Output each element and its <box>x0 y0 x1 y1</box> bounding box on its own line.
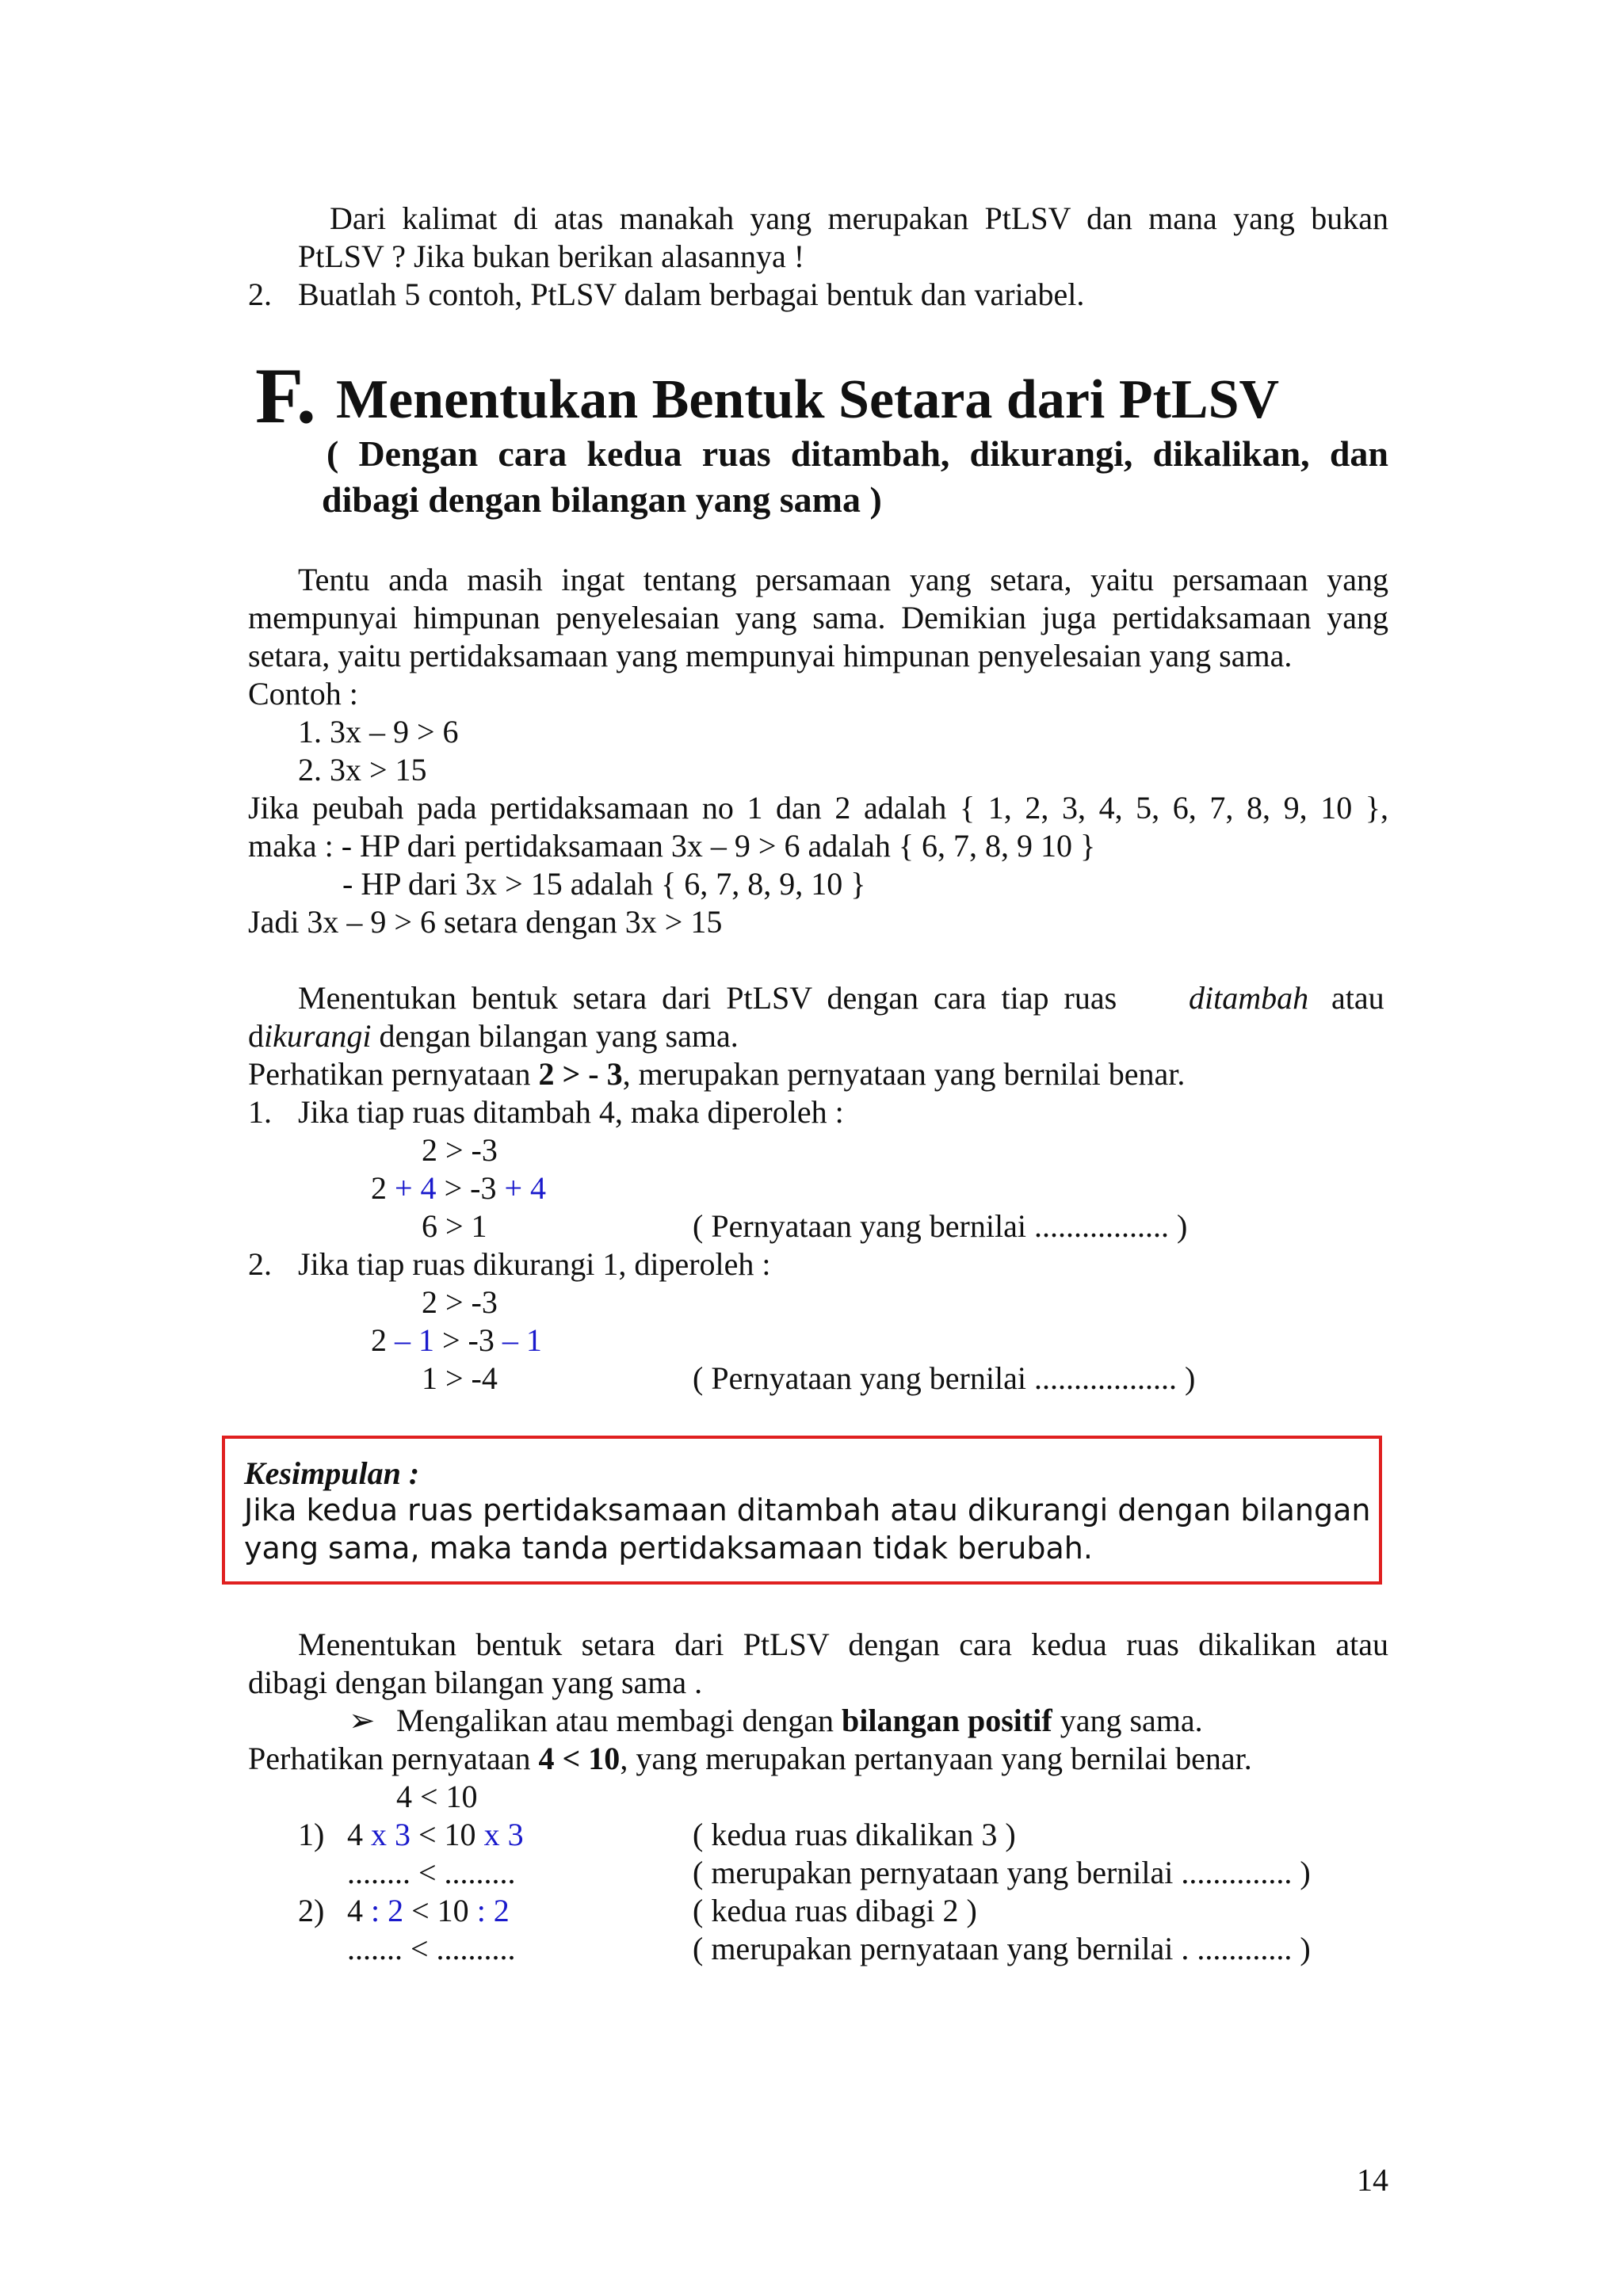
section-letter: F. <box>255 352 316 440</box>
row-1-note: ( kedua ruas dikalikan 3 ) <box>693 1817 1016 1852</box>
s1-b3: > -3 <box>436 1170 505 1206</box>
para2-line-2 <box>248 1019 739 1054</box>
row-2-blank: ....... < .......... <box>347 1931 516 1966</box>
r1-d: x 3 <box>483 1817 524 1852</box>
section-title: Menentukan Bentuk Setara dari PtLSV <box>336 369 1280 430</box>
para1-line-5: maka : - HP dari pertidaksamaan 3x – 9 > 6 adalah { 6, 7, 8, 9 10 } <box>248 828 1096 864</box>
para2-statement: 2 > - 3 <box>538 1056 623 1092</box>
para2-ditambah: ditambah <box>1189 980 1309 1016</box>
bullet-c: yang sama. <box>1052 1703 1203 1738</box>
para1-line-6: - HP dari 3x > 15 adalah { 6, 7, 8, 9, 10 } <box>342 866 866 902</box>
para2-d: d <box>248 1018 264 1054</box>
row-1-number: 1) <box>298 1817 325 1852</box>
step-2-note: ( Pernyataan yang bernilai .................. ) <box>693 1360 1196 1396</box>
r2-d: : 2 <box>476 1893 510 1928</box>
bullet-icon: ➢ <box>349 1703 376 1738</box>
kesimpulan-line-1: Jika kedua ruas pertidaksamaan ditambah atau dikurangi dengan bilangan <box>244 1493 1371 1527</box>
row-2-expression <box>347 1894 510 1928</box>
r2-a: 4 <box>347 1893 371 1928</box>
row-1-blank: ........ < ......... <box>347 1855 516 1890</box>
s2-b3: > -3 <box>434 1322 502 1358</box>
s1-b4: + 4 <box>504 1170 547 1206</box>
para2-line-3-a: Perhatikan pernyataan <box>248 1056 539 1092</box>
row-1-expression <box>347 1817 524 1852</box>
step-2-line-c: 1 > -4 <box>422 1360 498 1396</box>
para3-line-3 <box>248 1741 1252 1776</box>
kesimpulan-line-2: yang sama, maka tanda pertidaksamaan tidak berubah. <box>244 1531 1093 1566</box>
step-1-note: ( Pernyataan yang bernilai ................. ) <box>693 1208 1188 1244</box>
para2-line-3 <box>248 1057 1185 1092</box>
s1-b2: + 4 <box>395 1170 437 1206</box>
s2-b4: – 1 <box>502 1322 542 1358</box>
step-1-number: 1. <box>248 1094 272 1130</box>
s2-b1: 2 <box>371 1322 395 1358</box>
section-subtitle-1: ( Dengan cara kedua ruas ditambah, dikurangi, dikalikan, dan <box>327 433 1388 474</box>
s2-b2: – 1 <box>395 1322 434 1358</box>
step-1-line-c: 6 > 1 <box>422 1208 487 1244</box>
intro-item-text: Buatlah 5 contoh, PtLSV dalam berbagai bentuk dan variabel. <box>298 277 1085 312</box>
para2-kurangi: ikurangi <box>264 1018 372 1054</box>
s1-b1: 2 <box>371 1170 395 1206</box>
para1-line-3: setara, yaitu pertidaksamaan yang mempunyai himpunan penyelesaian yang sama. <box>248 638 1293 673</box>
para2-line-3-c: , merupakan pernyataan yang bernilai benar. <box>622 1056 1186 1092</box>
step-2-line-b <box>371 1323 542 1358</box>
step-2-text: Jika tiap ruas dikurangi 1, diperoleh : <box>298 1246 771 1282</box>
intro-line-2: PtLSV ? Jika bukan berikan alasannya ! <box>298 238 805 274</box>
para2-line-1 <box>298 981 1117 1016</box>
step-1-text: Jika tiap ruas ditambah 4, maka diperoleh : <box>298 1094 844 1130</box>
step-1-line-b <box>371 1171 546 1206</box>
row-2-note-2: ( merupakan pernyataan yang bernilai . ............ ) <box>693 1931 1311 1966</box>
kesimpulan-title: Kesimpulan : <box>244 1455 420 1491</box>
row-1-note-2: ( merupakan pernyataan yang bernilai .............. ) <box>693 1855 1311 1890</box>
para3-base: 4 < 10 <box>396 1779 478 1814</box>
para2-line-1-text: Menentukan bentuk setara dari PtLSV dengan cara tiap ruas <box>298 980 1117 1016</box>
para1-line-7: Jadi 3x – 9 > 6 setara dengan 3x > 15 <box>248 904 723 940</box>
example-1: 1. 3x – 9 > 6 <box>298 714 459 749</box>
page-number: 14 <box>1357 2162 1388 2198</box>
r1-a: 4 <box>347 1817 371 1852</box>
step-2-line-a: 2 > -3 <box>422 1284 498 1320</box>
intro-line-1: Dari kalimat di atas manakah yang merupakan PtLSV dan mana yang bukan <box>330 200 1388 236</box>
contoh-label: Contoh : <box>248 676 358 711</box>
bullet-b: bilangan positif <box>842 1703 1052 1738</box>
para3-statement: 4 < 10 <box>538 1741 621 1776</box>
example-2: 2. 3x > 15 <box>298 752 427 788</box>
row-2-note: ( kedua ruas dibagi 2 ) <box>693 1893 977 1928</box>
step-2-number: 2. <box>248 1246 272 1282</box>
r1-b: x 3 <box>371 1817 411 1852</box>
para1-line-4: Jika peubah pada pertidaksamaan no 1 dan 2 adalah { 1, 2, 3, 4, 5, 6, 7, 8, 9, 10 }, <box>248 790 1388 826</box>
para2-line-2-rest: dengan bilangan yang sama. <box>371 1018 739 1054</box>
bullet-a: Mengalikan atau membagi dengan <box>396 1703 842 1738</box>
kesimpulan-box <box>222 1436 1382 1585</box>
r2-c: < 10 <box>403 1893 477 1928</box>
intro-item-number: 2. <box>248 277 272 312</box>
section-subtitle-2: dibagi dengan bilangan yang sama ) <box>322 479 882 520</box>
para3-line-2: dibagi dengan bilangan yang sama . <box>248 1665 703 1700</box>
row-2-number: 2) <box>298 1893 325 1928</box>
r2-b: : 2 <box>371 1893 404 1928</box>
para3-bullet-text <box>396 1703 1203 1738</box>
para2-atau: atau <box>1331 980 1384 1016</box>
para1-line-2: mempunyai himpunan penyelesaian yang sama. Demikian juga pertidaksamaan yang <box>248 600 1388 635</box>
r1-c: < 10 <box>411 1817 484 1852</box>
para3-line-3-c: , yang merupakan pertanyaan yang bernilai benar. <box>620 1741 1252 1776</box>
para3-line-1: Menentukan bentuk setara dari PtLSV dengan cara kedua ruas dikalikan atau <box>298 1627 1388 1662</box>
step-1-line-a: 2 > -3 <box>422 1132 498 1168</box>
para1-line-1: Tentu anda masih ingat tentang persamaan yang setara, yaitu persamaan yang <box>298 562 1388 597</box>
para3-line-3-a: Perhatikan pernyataan <box>248 1741 539 1776</box>
